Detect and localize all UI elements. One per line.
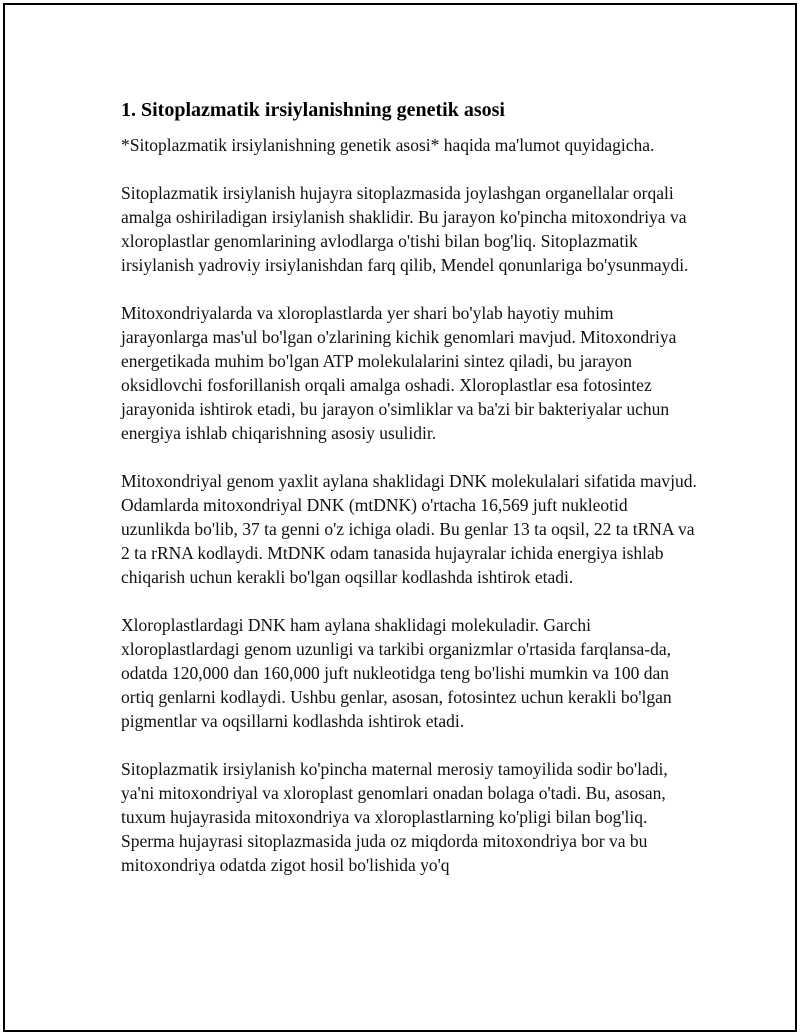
page-frame	[3, 3, 797, 1032]
document-body	[121, 97, 701, 901]
paragraph-4: Xloroplastlardagi DNK ham aylana shaklidagi molekuladir. Garchi xloroplastlardagi genom uzunligi va tarkibi organizmlar o'rtasida farqlansa-da, odatda 120,000 dan 160,000 juft nukleotidga teng bo'lishi mumkin va 100 dan ortiq genlarni kodlaydi. Ushbu genlar, asosan, fotosintez uchun kerakli bo'lgan pigmentlar va oqsillarni kodlashda ishtirok etadi.	[121, 615, 672, 731]
paragraph-3: Mitoxondriyal genom yaxlit aylana shaklidagi DNK molekulalari sifatida mavjud. Odamlarda mitoxondriyal DNK (mtDNK) o'rtacha 16,569 juft nukleotid uzunlikda bo'lib, 37 ta genni o'z ichiga oladi. Bu genlar 13 ta oqsil, 22 ta tRNA va 2 ta rRNA kodlaydi. MtDNK odam tanasida hujayralar ichida energiya ishlab chiqarish uchun kerakli bo'lgan oqsillar kodlashda ishtirok etadi.	[121, 471, 697, 587]
intro-paragraph: *Sitoplazmatik irsiylanishning genetik asosi* haqida ma'lumot quyidagicha.	[121, 135, 655, 155]
paragraph-1: Sitoplazmatik irsiylanish hujayra sitoplazmasida joylashgan organellalar orqali amalga oshiriladigan irsiylanish shaklidir. Bu jarayon ko'pincha mitoxondriya va xloroplastlar genomlarining avlodlarga o'tishi bilan bog'liq. Sitoplazmatik irsiylanish yadroviy irsiylanishdan farq qilib, Mendel qonunlariga bo'ysunmaydi.	[121, 183, 689, 275]
section-heading: 1. Sitoplazmatik irsiylanishning genetik asosi	[121, 99, 505, 121]
paragraph-2: Mitoxondriyalarda va xloroplastlarda yer shari bo'ylab hayotiy muhim jarayonlarga mas'ul bo'lgan o'zlarining kichik genomlari mavjud. Mitoxondriya energetikada muhim bo'lgan ATP molekulalarini sintez qiladi, bu jarayon oksidlovchi fosforillanish orqali amalga oshadi. Xloroplastlar esa fotosintez jarayonida ishtirok etadi, bu jarayon o'simliklar va ba'zi bir bakteriyalar uchun energiya ishlab chiqarishning asosiy usulidir.	[121, 303, 677, 443]
paragraph-5: Sitoplazmatik irsiylanish ko'pincha maternal merosiy tamoyilida sodir bo'ladi, ya'ni mitoxondriyal va xloroplast genomlari onadan bolaga o'tadi. Bu, asosan, tuxum hujayrasida mitoxondriya va xloroplastlarning ko'pligi bilan bog'liq. Sperma hujayrasi sitoplazmasida juda oz miqdorda mitoxondriya bor va bu mitoxondriya odatda zigot hosil bo'lishida yo'q	[121, 759, 668, 875]
